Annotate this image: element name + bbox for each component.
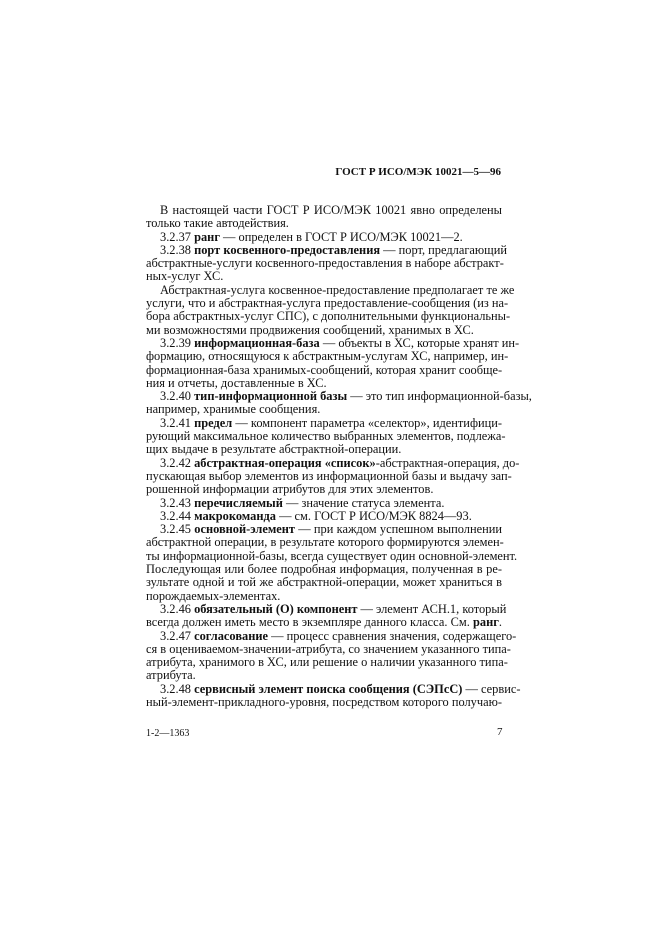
text-line [146, 309, 511, 324]
line-text: всегда должен иметь место в экземпляре данного класса. См. [146, 615, 474, 630]
defined-term: макрокоманда [194, 508, 276, 523]
defined-term: тип-информационной базы [194, 389, 348, 404]
line-text: — процесс сравнения значения, содержащего- [267, 628, 517, 643]
text-line [146, 296, 509, 311]
text-line [146, 669, 502, 682]
text-line [146, 548, 518, 563]
clause-number: 3.2.40 [160, 389, 191, 404]
line-text: ся в оцениваемом-значении-атрибута, со значением указанного типа- [146, 641, 511, 656]
text-line [146, 681, 521, 696]
line-text: щих выдаче в результате абстрактной-операции. [146, 442, 402, 457]
text-line [146, 270, 502, 283]
line-text: абстрактной операции, в результате которого формируются элемен- [146, 535, 504, 550]
line-text: — значение статуса элемента. [282, 495, 445, 510]
text-line [146, 497, 502, 510]
defined-term: перечисляемый [194, 495, 283, 510]
line-text: — определен в ГОСТ Р ИСО/МЭК 10021—2. [219, 229, 463, 244]
clause-number: 3.2.44 [160, 508, 191, 523]
defined-term: согласование [194, 628, 268, 643]
text-line [146, 468, 512, 483]
line-text: только такие автодействия. [146, 216, 289, 231]
defined-term: информационная-база [194, 335, 320, 350]
defined-term: порт косвенного-предоставления [194, 242, 381, 257]
clause-number: 3.2.38 [160, 242, 191, 257]
line-text: ния и отчеты, доставленные в ХС. [146, 375, 327, 390]
line-text: ми возможностями продвижения сообщений, хранимых в ХС. [146, 322, 474, 337]
defined-term: сервисный элемент поиска сообщения (СЭПсС) [194, 681, 463, 696]
clause-number: 3.2.45 [160, 522, 191, 537]
text-line [146, 616, 502, 629]
line-text: формацию, относящуюся к абстрактным-услугам ХС, например, ин- [146, 349, 509, 364]
body-text [146, 203, 532, 709]
defined-term: основной-элемент [194, 522, 296, 537]
text-line [146, 242, 507, 257]
defined-term: ранг [194, 229, 220, 244]
line-text: атрибута, хранимого в ХС, или решение о наличии указанного типа- [146, 655, 508, 670]
clause-number: 3.2.42 [160, 455, 191, 470]
text-line [146, 641, 511, 656]
text-line [146, 455, 520, 470]
text-line [146, 282, 515, 297]
line-text: формационная-база хранимых-сообщений, которая хранит сообще- [146, 362, 503, 377]
running-header: ГОСТ Р ИСО/МЭК 10021—5—96 [335, 166, 501, 178]
clause-number: 3.2.41 [160, 415, 191, 430]
text-line [146, 231, 502, 244]
clause-number: 3.2.46 [160, 601, 191, 616]
line-text: ных-услуг ХС. [146, 269, 224, 284]
line-text: Абстрактная-услуга косвенное-предоставление предполагает те же [160, 282, 515, 297]
line-text: рующий максимальное количество выбранных элементов, подлежа- [146, 429, 506, 444]
text-line [146, 443, 502, 456]
clause-number: 3.2.47 [160, 628, 191, 643]
clause-number: 3.2.39 [160, 335, 191, 350]
clause-number: 3.2.37 [160, 229, 191, 244]
line-text: — это тип информационной-базы, [347, 389, 532, 404]
text-line [146, 403, 502, 416]
line-text: порождаемых-элементах. [146, 588, 281, 603]
line-text: пускающая выбор элементов из информационной базы и выдачу зап- [146, 468, 512, 483]
text-line [146, 204, 502, 217]
text-line [146, 655, 508, 670]
clause-number: 3.2.48 [160, 681, 191, 696]
line-text: — порт, предлагающий [380, 242, 507, 257]
text-line [146, 628, 517, 643]
line-text: ный-элемент-прикладного-уровня, посредством которого получаю- [146, 694, 502, 709]
text-line [146, 576, 502, 589]
defined-term: абстрактная-операция «список» [194, 455, 376, 470]
text-line [146, 590, 502, 603]
line-text: — объекты в ХС, которые хранят ин- [319, 335, 520, 350]
print-code: 1-2—1363 [146, 728, 190, 739]
line-text: . [498, 615, 502, 630]
line-text: бора абстрактных-услуг СПС), с дополнительными функциональны- [146, 309, 511, 324]
text-line [146, 217, 502, 230]
line-text: рошенной информации атрибутов для этих элементов. [146, 482, 434, 497]
text-line [146, 563, 502, 576]
line-text: Последующая или более подробная информация, полученная в ре- [146, 562, 502, 577]
line-text: В настоящей части ГОСТ Р ИСО/МЭК 10021 явно определены [160, 203, 502, 217]
text-line [146, 523, 502, 536]
line-text: зультате одной и той же абстрактной-операции, может храниться в [146, 575, 502, 590]
text-line [146, 483, 502, 496]
defined-term: предел [194, 415, 233, 430]
text-line [146, 349, 509, 364]
clause-number: 3.2.43 [160, 495, 191, 510]
line-text: услуги, что и абстрактная-услуга предоставление-сообщения (из на- [146, 296, 509, 311]
line-text: ты информационной-базы, всегда существует один основной-элемент. [146, 548, 518, 563]
term-reference: ранг [473, 615, 499, 630]
line-text: абстрактные-услуги косвенного-предоставления в наборе абстракт- [146, 256, 504, 271]
text-line [146, 601, 507, 616]
line-text: — при каждом успешном выполнении [295, 522, 502, 537]
text-line [146, 389, 532, 404]
text-line [146, 417, 502, 430]
line-text: например, хранимые сообщения. [146, 402, 321, 417]
line-text: атрибута. [146, 668, 196, 683]
text-line [146, 377, 502, 390]
line-text: -абстрактная-операция, до- [375, 455, 520, 470]
defined-term: обязательный (О) компонент [194, 601, 358, 616]
line-text: — сервис- [462, 681, 521, 696]
text-line [146, 257, 502, 270]
text-line [146, 510, 502, 523]
text-line [146, 324, 502, 337]
line-text: — см. ГОСТ Р ИСО/МЭК 8824—93. [275, 508, 472, 523]
page-number: 7 [497, 726, 503, 738]
line-text: — компонент параметра «селектор», идентифици- [232, 415, 502, 430]
text-line [146, 429, 506, 444]
line-text: — элемент АСН.1, который [357, 601, 507, 616]
text-line [146, 364, 502, 377]
text-line [146, 696, 502, 709]
text-line [146, 536, 502, 549]
text-line [146, 335, 520, 350]
